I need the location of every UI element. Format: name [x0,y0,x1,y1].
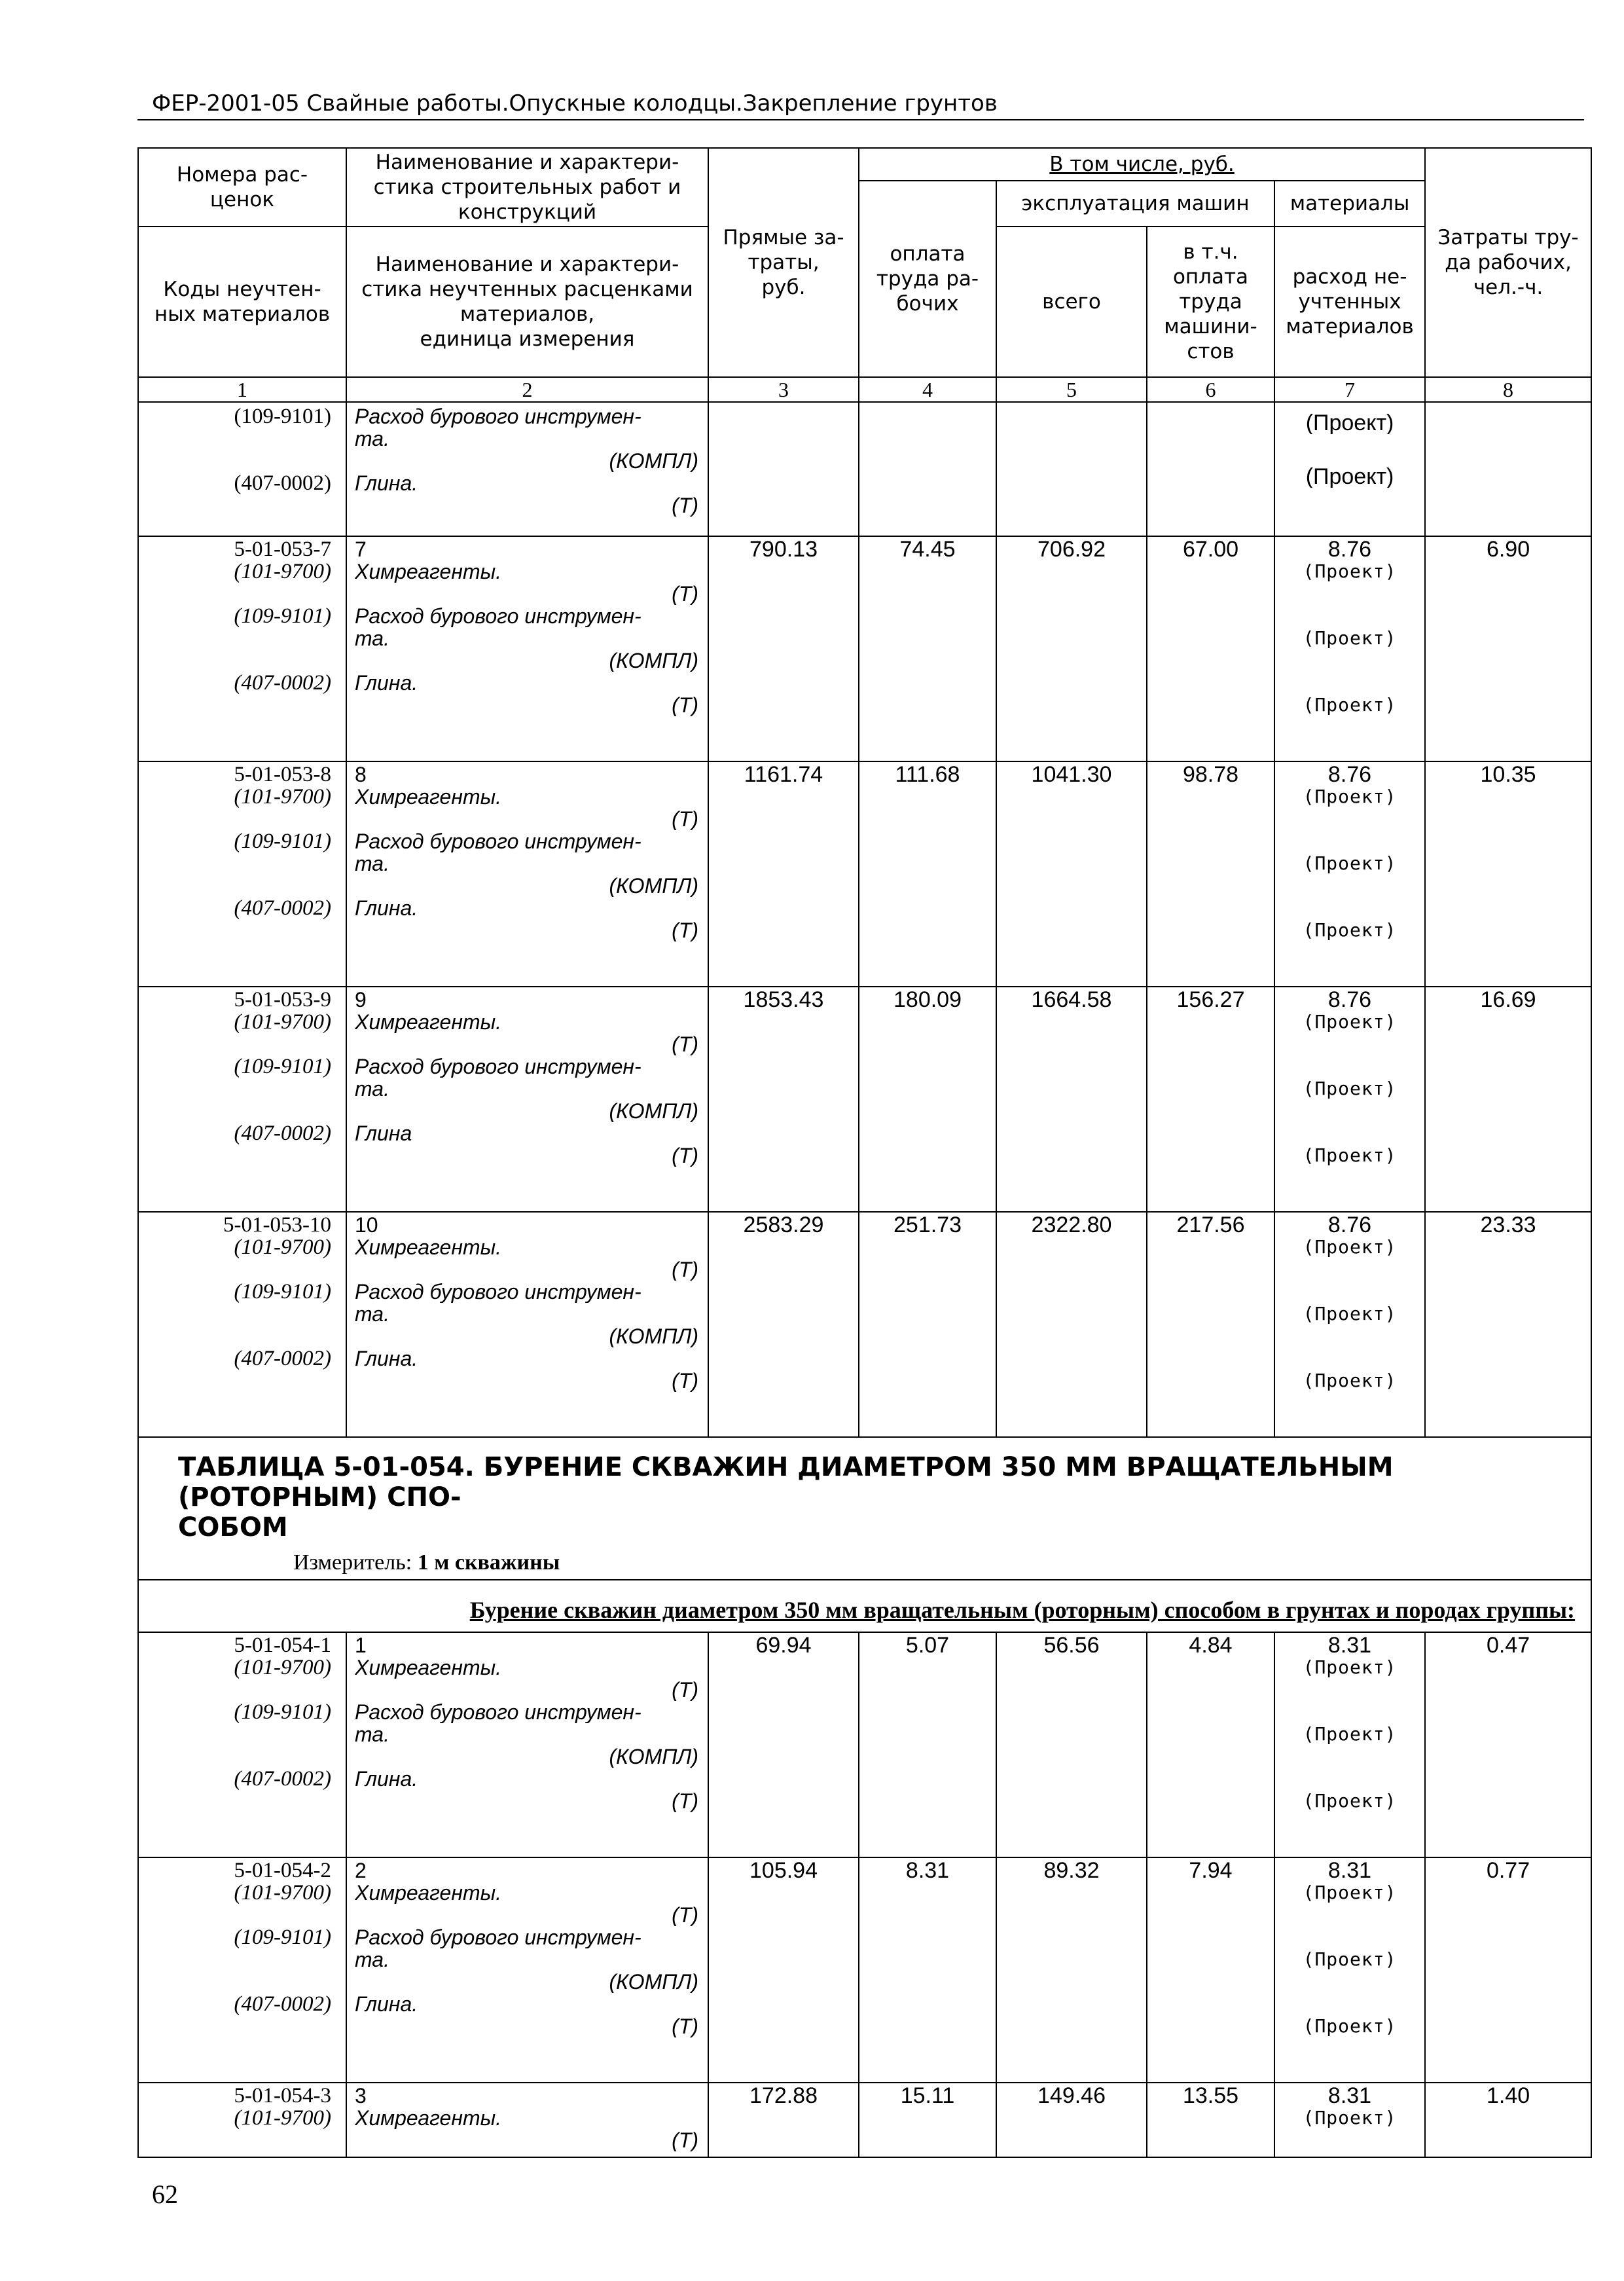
table-row [138,761,1591,987]
colnum-1: 1 [138,377,346,402]
measure-row [138,1545,1591,1580]
hdr-including: В том числе, руб. [859,148,1425,181]
page-number: 62 [152,2180,178,2209]
rates-table [137,147,1592,2158]
section-title-row [138,1437,1591,1545]
machines-total-value: 89.32 [996,1857,1147,2083]
rate-name-cell: 3 Химреагенты. (Т) [346,2083,708,2157]
materials-value: 8.76 (Проект) (Проект) (Проект) [1274,761,1425,987]
hdr-rate-numbers: Номера рас- ценок [138,148,346,227]
header-rule [137,119,1584,120]
machines-wages-value: 156.27 [1147,987,1274,1212]
table-row [138,1857,1591,2083]
rate-code-cell: 5-01-054-2 (101-9700) (109-9101) (407-0002) [138,1857,346,2083]
hdr-machines-total: всего [996,227,1147,377]
section-title: ТАБЛИЦА 5-01-054. БУРЕНИЕ СКВАЖИН ДИАМЕТРОМ 350 ММ ВРАЩАТЕЛЬНЫМ (РОТОРНЫМ) СПО- СОБОМ [178,1452,1394,1542]
table-row [138,1212,1591,1437]
machines-wages-value: 7.94 [1147,1857,1274,2083]
colnum-4: 4 [859,377,996,402]
materials-value: 8.31 (Проект) (Проект) (Проект) [1274,1857,1425,2083]
rate-code-cell: 5-01-053-9 (101-9700) (109-9101) (407-0002) [138,987,346,1212]
wages-value: 74.45 [859,536,996,761]
hdr-material-name: Наименование и характери- стика неучтенных расценками материалов, единица измерения [346,227,708,377]
materials-value: 8.31 (Проект) [1274,2083,1425,2157]
measure-value: 1 м скважины [417,1550,560,1575]
labor-value: 10.35 [1425,761,1591,987]
machines-total-value: 56.56 [996,1632,1147,1857]
group-title: Бурение скважин диаметром 350 мм вращательным (роторным) способом в грунтах и породах группы: [469,1597,1576,1623]
hdr-wages: оплата труда ра- бочих [859,181,996,377]
direct-costs-value: 172.88 [708,2083,859,2157]
running-title: ФЕР-2001-05 Свайные работы.Опускные колодцы.Закрепление грунтов [152,90,998,117]
rate-name-cell: 7 Химреагенты. (Т) Расход бурового инструмен- та. (КОМПЛ) Глина. (Т) [346,536,708,761]
direct-costs-value: 1161.74 [708,761,859,987]
colnum-7: 7 [1274,377,1425,402]
colnum-2: 2 [346,377,708,402]
hdr-direct-costs: Прямые за- траты, руб. [708,148,859,377]
labor-value: 0.77 [1425,1857,1591,2083]
machines-total-value: 149.46 [996,2083,1147,2157]
machines-wages-value: 67.00 [1147,536,1274,761]
materials-value: 8.76 (Проект) (Проект) (Проект) [1274,536,1425,761]
rate-name-cell: 1 Химреагенты. (Т) Расход бурового инструмен- та. (КОМПЛ) Глина. (Т) [346,1632,708,1857]
machines-total-value: 2322.80 [996,1212,1147,1437]
labor-value: 23.33 [1425,1212,1591,1437]
table-row [138,2083,1591,2157]
materials-value: 8.76 (Проект) (Проект) (Проект) [1274,987,1425,1212]
machines-wages-value: 98.78 [1147,761,1274,987]
wages-value: 8.31 [859,1857,996,2083]
table-row [138,987,1591,1212]
direct-costs-value: 2583.29 [708,1212,859,1437]
machines-total-value: 1041.30 [996,761,1147,987]
labor-value: 6.90 [1425,536,1591,761]
colnum-3: 3 [708,377,859,402]
table-row [138,1632,1591,1857]
hdr-materials: материалы [1274,181,1425,227]
machines-wages-value: 217.56 [1147,1212,1274,1437]
wages-value: 5.07 [859,1632,996,1857]
rate-name-cell: 8 Химреагенты. (Т) Расход бурового инструмен- та. (КОМПЛ) Глина. (Т) [346,761,708,987]
wages-value: 180.09 [859,987,996,1212]
rate-name-cell: 9 Химреагенты. (Т) Расход бурового инструмен- та. (КОМПЛ) Глина (Т) [346,987,708,1212]
carryover-materials: Расход бурового инструмен- та. (КОМПЛ) Глина. (Т) [346,402,708,536]
hdr-machines-wages: в т.ч. оплата труда машини- стов [1147,227,1274,377]
labor-value: 0.47 [1425,1632,1591,1857]
machines-wages-value: 13.55 [1147,2083,1274,2157]
hdr-labor: Затраты тру- да рабочих, чел.-ч. [1425,148,1591,377]
rate-code-cell: 5-01-053-8 (101-9700) (109-9101) (407-0002) [138,761,346,987]
measure-label: Измеритель: [293,1550,412,1575]
colnum-8: 8 [1425,377,1591,402]
machines-wages-value: 4.84 [1147,1632,1274,1857]
hdr-work-name: Наименование и характери- стика строительных работ и конструкций [346,148,708,227]
wages-value: 15.11 [859,2083,996,2157]
machines-total-value: 706.92 [996,536,1147,761]
materials-value: 8.31 (Проект) (Проект) (Проект) [1274,1632,1425,1857]
table-row [138,536,1591,761]
labor-value: 16.69 [1425,987,1591,1212]
rate-name-cell: 2 Химреагенты. (Т) Расход бурового инструмен- та. (КОМПЛ) Глина. (Т) [346,1857,708,2083]
rate-code-cell: 5-01-054-1 (101-9700) (109-9101) (407-0002) [138,1632,346,1857]
wages-value: 111.68 [859,761,996,987]
direct-costs-value: 69.94 [708,1632,859,1857]
colnum-6: 6 [1147,377,1274,402]
group-row [138,1580,1591,1632]
carryover-proj: (Проект) (Проект) [1274,402,1425,536]
direct-costs-value: 1853.43 [708,987,859,1212]
rate-code-cell: 5-01-053-10 (101-9700) (109-9101) (407-0002) [138,1212,346,1437]
direct-costs-value: 790.13 [708,536,859,761]
machines-total-value: 1664.58 [996,987,1147,1212]
carryover-codes: (109-9101) (407-0002) [138,402,346,536]
hdr-materials-unaccounted: расход не- учтенных материалов [1274,227,1425,377]
labor-value: 1.40 [1425,2083,1591,2157]
table-row-carryover [138,402,1591,536]
colnum-5: 5 [996,377,1147,402]
rate-code-cell: 5-01-054-3 (101-9700) [138,2083,346,2157]
materials-value: 8.76 (Проект) (Проект) (Проект) [1274,1212,1425,1437]
hdr-machines: эксплуатация машин [996,181,1274,227]
direct-costs-value: 105.94 [708,1857,859,2083]
rate-code-cell: 5-01-053-7 (101-9700) (109-9101) (407-0002) [138,536,346,761]
rate-name-cell: 10 Химреагенты. (Т) Расход бурового инструмен- та. (КОМПЛ) Глина. (Т) [346,1212,708,1437]
hdr-material-codes: Коды неучтен- ных материалов [138,227,346,377]
wages-value: 251.73 [859,1212,996,1437]
